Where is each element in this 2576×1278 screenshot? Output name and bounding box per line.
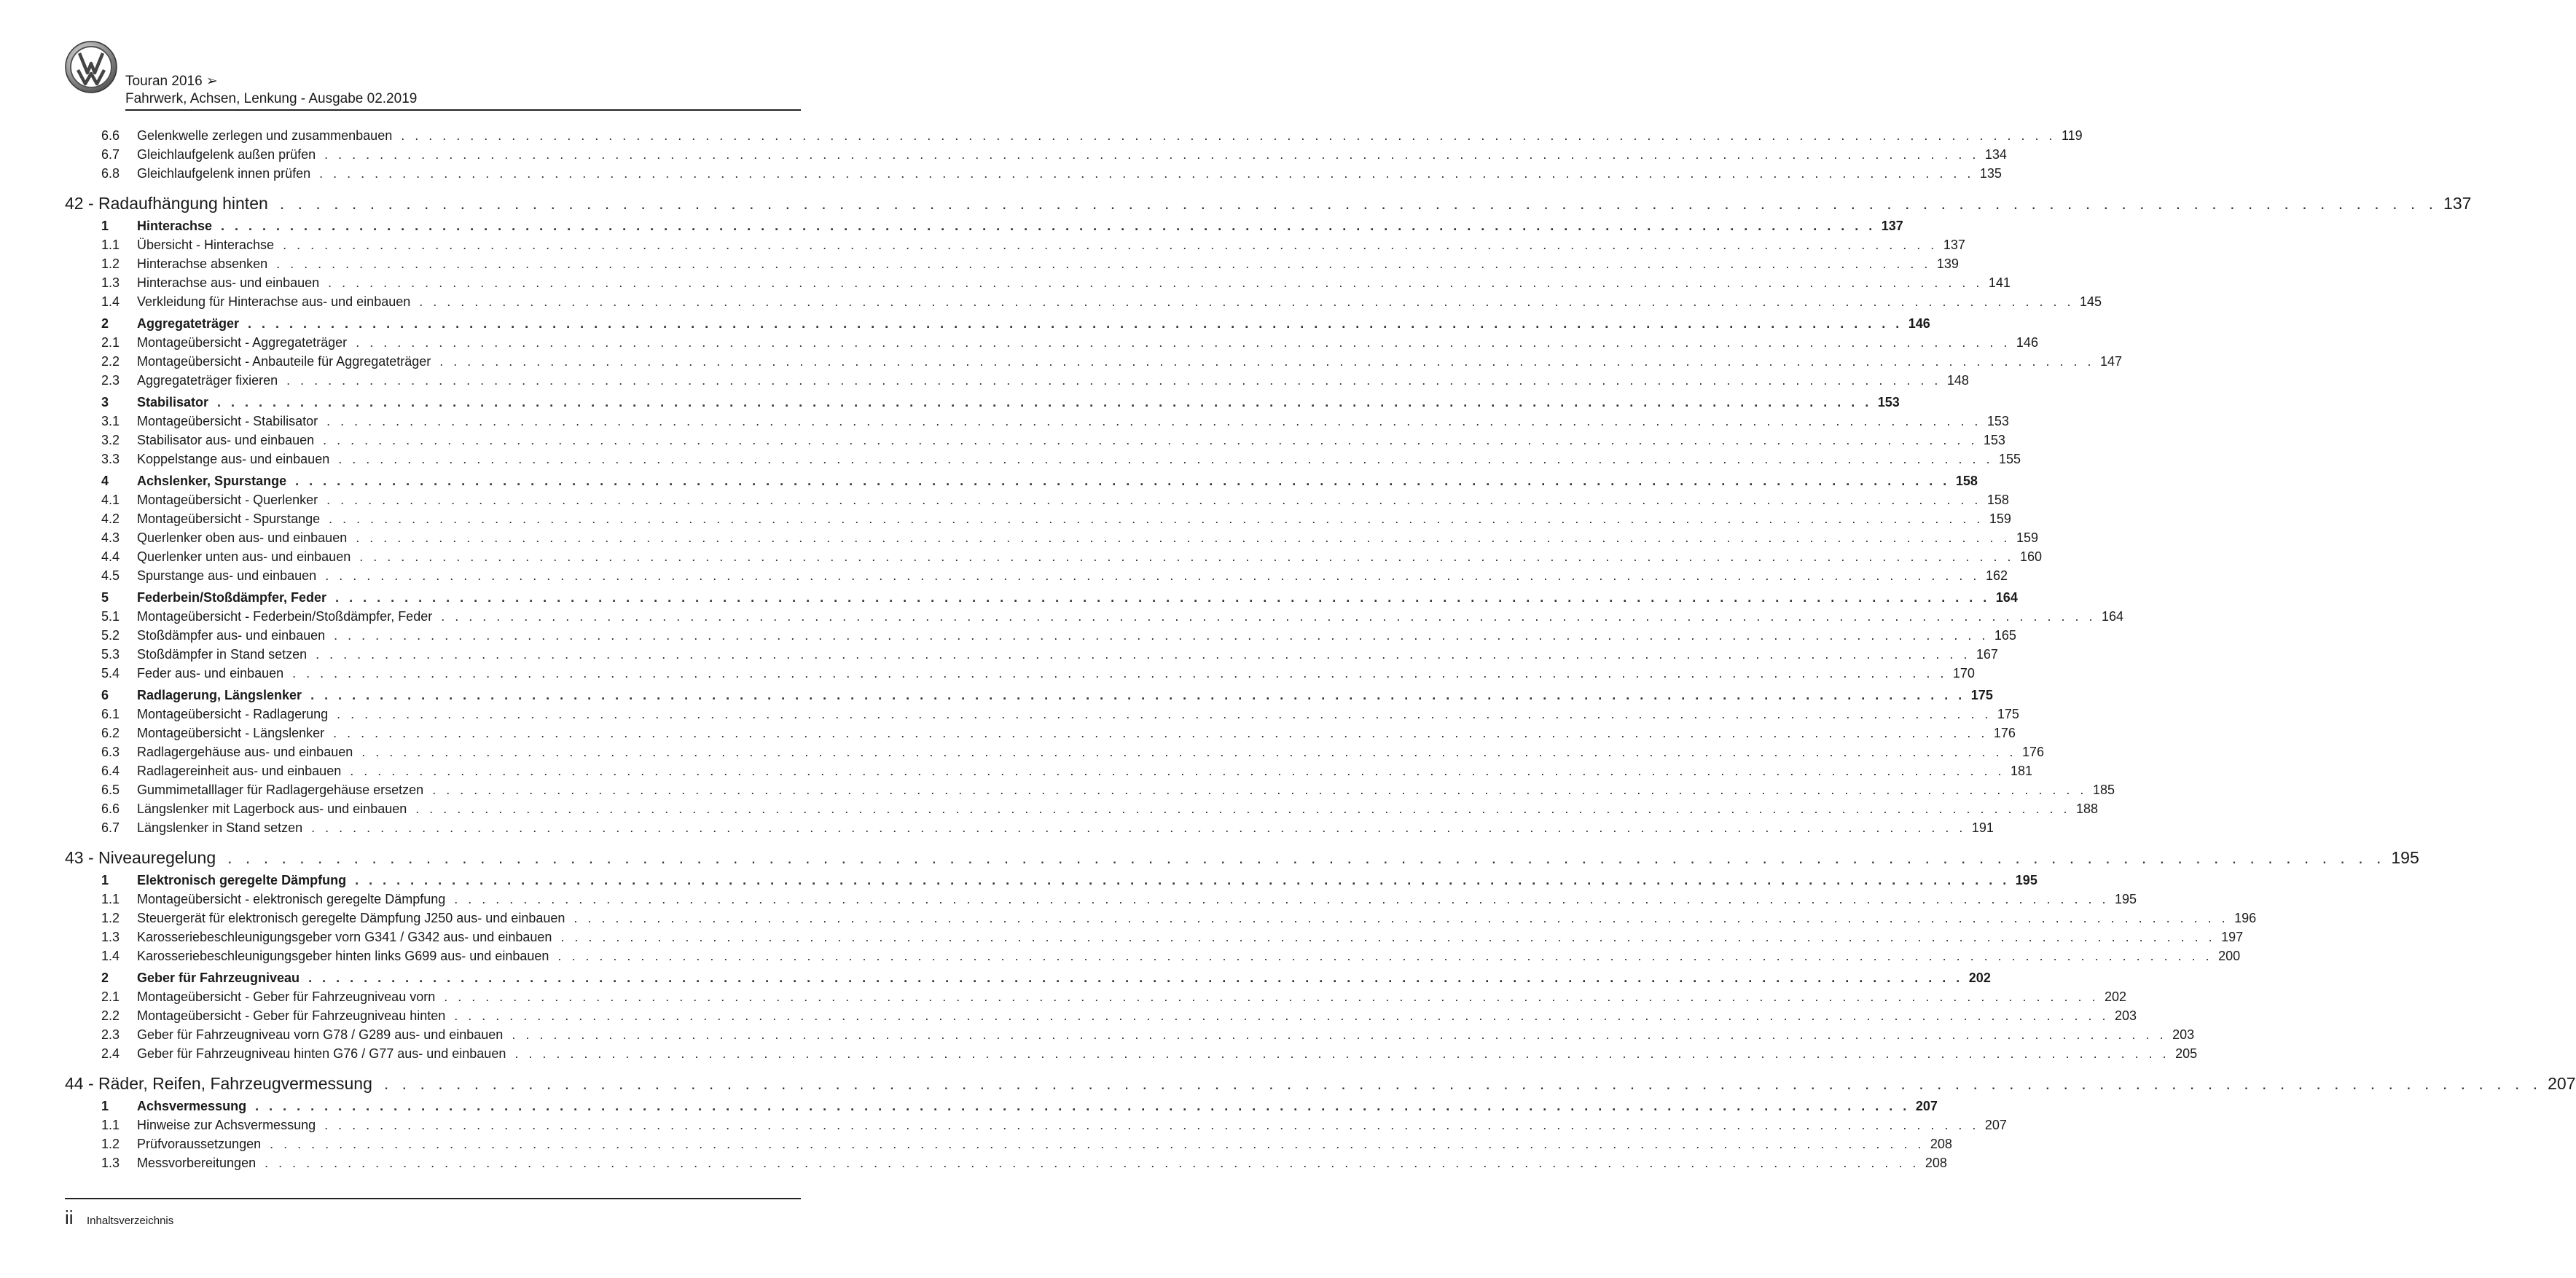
document-title: Touran 2016 ➢ [125,74,218,89]
toc-item [65,628,2016,647]
dot-leader: . . . . . . . . . . . . . . . . . . . . . . . . . . . . . . . . . . . . . . . . . . . . . . . . . . . . . . . . . . . . . . . . . . . . . . . . . . . . . . . . . . . . . . . . . . . . . . . . . . . . . . . . . . . . . . . . . . . . . . . . [292,666,1947,681]
entry-page: 208 [1925,1156,1947,1170]
dot-leader: . . . . . . . . . . . . . . . . . . . . . . . . . . . . . . . . . . . . . . . . . . . . . . . . . . . . . . . . . . . . . . . . . . . . . . . . . . . . . . . . . . . . . . . . . . . . . . . . . . . . . . . . . . . . . . . . . . . . . . . . [295,474,1950,488]
entry-number: 5.4 [101,666,120,681]
entry-number: 1 [101,1099,109,1113]
entry-page: 141 [1988,275,2011,290]
entry-number: 1.2 [101,1137,120,1151]
toc-item [65,726,2016,745]
dot-leader: . . . . . . . . . . . . . . . . . . . . . . . . . . . . . . . . . . . . . . . . . . . . . . . . . . . . . . . . . . . . . . . . . . . . . . . . . . . . . . . . . . . . . . . . . . . . . . . . . . . . . . . . . . . . . . . . . . . . . . . . [356,335,2011,350]
chapter-title: 43 - Niveauregelung [65,848,216,867]
entry-page: 159 [1989,511,2011,526]
entry-title: Montageübersicht - Querlenker [137,493,318,507]
entry-title: Längslenker in Stand setzen [137,820,303,835]
toc-section [65,971,1991,989]
toc-item [65,373,1969,392]
toc-section [65,590,2018,609]
entry-page: 159 [2016,530,2038,545]
dot-leader: . . . . . . . . . . . . . . . . . . . . . . . . . . . . . . . . . . . . . . . . . . . . . . . . . . . . . . . . . . . . . . . . . . . . . . . . . . . . . . . . . . . . . . . . . . . . . . . . . . . . . . . . . . . . . . . . . . . . . . . . [454,892,2109,906]
entry-number: 4.4 [101,549,120,564]
chapter-page: 207 [2548,1074,2576,1093]
entry-number: 6.8 [101,166,120,181]
entry-page: 153 [1877,395,1900,409]
entry-title: Feder aus- und einbauen [137,666,284,681]
entry-page: 207 [1915,1099,1938,1113]
dot-leader: . . . . . . . . . . . . . . . . . . . . . . . . . . . . . . . . . . . . . . . . . . . . . . . . . . . . . . . . . . . . . . . . . . . . . . . . . . . . . . . . . . . . . . . . . . . . . . . . . . . . . . . . . . . . . . . . . . . . . . . . [316,647,1970,662]
entry-page: 176 [2021,745,2045,759]
entry-number: 1.2 [101,256,120,271]
dot-leader: . . . . . . . . . . . . . . . . . . . . . . . . . . . . . . . . . . . . . . . . . . . . . . . . . . . . . . . . . . . . . . . . . . . . . . . . . . . . . . . . . . . . . . . . . . . . . . . . . . . . . . . . . . . . . . . . . . . . . . . . [265,1156,1919,1170]
entry-number: 3 [101,395,109,409]
dot-leader: . . . . . . . . . . . . . . . . . . . . . . . . . . . . . . . . . . . . . . . . . . . . . . . . . . . . . . . . . . . . . . . . . . . . . . . . . . . . . . . . . . . . . . . . . . . . . . . . . . . . . . . . . . . . . . . . . . . . . . . . [335,590,1990,605]
toc-section [65,873,2037,892]
dot-leader: . . . . . . . . . . . . . . . . . . . . . . . . . . . . . . . . . . . . . . . . . . . . . . . . . . . . . . . . . . . . . . . . . . . . . . . . . . . . . . . . . . . . . . . . . . . . . . . . . . . . . . . . . . . . . . . . . . . . . . . . [325,568,1980,583]
entry-page: 158 [1955,474,1978,488]
entry-title: Radlagergehäuse aus- und einbauen [137,745,353,759]
entry-number: 1.3 [101,275,120,290]
entry-page: 175 [1997,707,2019,721]
toc-item [65,1156,1947,1175]
entry-number: 1.3 [101,930,120,944]
dot-leader: . . . . . . . . . . . . . . . . . . . . . . . . . . . . . . . . . . . . . . . . . . . . . . . . . . . . . . . . . . . . . . . . . . . . . . . . . . . . . . . . . . . . . . . . . . . . . . . . . . . . . . . . . . . . . . . . . . . . . . . . [454,1008,2109,1023]
entry-number: 6.6 [101,801,120,816]
dot-leader: . . . . . . . . . . . . . . . . . . . . . . . . . . . . . . . . . . . . . . . . . . . . . . . . . . . . . . . . . . . . . . . . . . . . . . . . . . . . . . . . . . . . . . . . . . . . . . . . . . . . . . . . . . . . . . . . . . . . . . . . [221,219,1876,233]
footer-divider [65,1198,801,1199]
entry-title: Prüfvoraussetzungen [137,1137,262,1151]
chapter-page: 137 [2443,194,2472,213]
entry-page: 134 [1984,147,2007,162]
dot-leader: . . . . . . . . . . . . . . . . . . . . . . . . . . . . . . . . . . . . . . . . . . . . . . . . . . . . . . . . . . . . . . . . . . . . . . . . . . . . . . . . . . . . . . . . . . . . . . . . . . . . . . . . . . . . . . . . . . . . . . . . [444,989,2099,1004]
dot-leader: . . . . . . . . . . . . . . . . . . . . . . . . . . . . . . . . . . . . . . . . . . . . . . . . . . . . . . . . . . . . . . . . . . . . . . . . . . . . . . . . . . . . . . . . . . . . . . . . . . . . . . . . . . . . . . . . . . . . . . . . [276,256,1931,271]
toc-item [65,128,2083,147]
dot-leader: . . . . . . . . . . . . . . . . . . . . . . . . . . . . . . . . . . . . . . . . . . . . . . . . . . . . . . . . . . . . . . . . . . . . . . . . . . . . . . . . . . . . . . . . . . . . . . . . . . . . . . . . . . . . . . . . . . . . . . . . [326,493,1981,507]
toc-item [65,549,2042,568]
dot-leader: . . . . . . . . . . . . . . . . . . . . . . . . . . . . . . . . . . . . . . . . . . . . . . . . . . . . . . . . . . . . . . . . . . . . . . . . . . . . . . . . . . . . . . . . . . . . . . . . . . . . . . . . . . . . . . . . . . . . . . . . [283,238,1938,252]
toc-chapter [65,194,2472,216]
dot-leader: . . . . . . . . . . . . . . . . . . . . . . . . . . . . . . . . . . . . . . . . . . . . . . . . . . . . . . . . . . . . . . . . . . . . . . . . . . . . . . . . . . . . . . . . . . . . . . . . . . . . . . . . . . . . . . . . . . . . . . . . [383,1074,2542,1093]
entry-number: 1.1 [101,892,120,906]
entry-number: 1.4 [101,294,120,309]
entry-title: Montageübersicht - Spurstange [137,511,321,526]
entry-title: Elektronisch geregelte Dämpfung [137,873,347,887]
entry-page: 197 [2221,930,2244,944]
dot-leader: . . . . . . . . . . . . . . . . . . . . . . . . . . . . . . . . . . . . . . . . . . . . . . . . . . . . . . . . . . . . . . . . . . . . . . . . . . . . . . . . . . . . . . . . . . . . . . . . . . . . . . . . . . . . . . . . . . . . . . . . [359,549,2014,564]
entry-number: 3.1 [101,414,120,428]
entry-page: 145 [2079,294,2102,309]
entry-number: 3.3 [101,452,120,466]
dot-leader: . . . . . . . . . . . . . . . . . . . . . . . . . . . . . . . . . . . . . . . . . . . . . . . . . . . . . . . . . . . . . . . . . . . . . . . . . . . . . . . . . . . . . . . . . . . . . . . . . . . . . . . . . . . . . . . . . . . . . . . . [441,609,2096,624]
entry-title: Gummimetalllager für Radlagergehäuse ersetzen [137,783,424,797]
entry-page: 202 [1968,971,1991,985]
toc-item [65,354,2123,373]
entry-number: 4.2 [101,511,120,526]
entry-title: Geber für Fahrzeugniveau [137,971,300,985]
entry-title: Längslenker mit Lagerbock aus- und einbauen [137,801,407,816]
entry-page: 164 [2101,609,2123,624]
entry-title: Spurstange aus- und einbauen [137,568,317,583]
toc-section [65,219,1903,238]
toc-section [65,316,1930,335]
entry-page: 139 [1936,256,1959,271]
entry-number: 6.6 [101,128,120,143]
entry-page: 181 [2010,764,2032,778]
entry-page: 175 [1970,688,1993,702]
entry-number: 4.5 [101,568,120,583]
entry-title: Montageübersicht - Geber für Fahrzeugniveau hinten [137,1008,446,1023]
toc-chapter [65,1074,2576,1096]
dot-leader: . . . . . . . . . . . . . . . . . . . . . . . . . . . . . . . . . . . . . . . . . . . . . . . . . . . . . . . . . . . . . . . . . . . . . . . . . . . . . . . . . . . . . . . . . . . . . . . . . . . . . . . . . . . . . . . . . . . . . . . . [401,128,2056,143]
entry-page: 135 [1979,166,2002,181]
entry-page: 170 [1952,666,1975,681]
entry-number: 1 [101,873,109,887]
toc-item [65,530,2038,549]
dot-leader: . . . . . . . . . . . . . . . . . . . . . . . . . . . . . . . . . . . . . . . . . . . . . . . . . . . . . . . . . . . . . . . . . . . . . . . . . . . . . . . . . . . . . . . . . . . . . . . . . . . . . . . . . . . . . . . . . . . . . . . . [514,1046,2170,1061]
entry-number: 6.7 [101,147,120,162]
toc-item [65,892,2137,911]
entry-title: Hinterachse absenken [137,256,268,271]
dot-leader: . . . . . . . . . . . . . . . . . . . . . . . . . . . . . . . . . . . . . . . . . . . . . . . . . . . . . . . . . . . . . . . . . . . . . . . . . . . . . . . . . . . . . . . . . . . . . . . . . . . . . . . . . . . . . . . . . . . . . . . . [324,1118,1979,1132]
entry-number: 2 [101,971,109,985]
dot-leader: . . . . . . . . . . . . . . . . . . . . . . . . . . . . . . . . . . . . . . . . . . . . . . . . . . . . . . . . . . . . . . . . . . . . . . . . . . . . . . . . . . . . . . . . . . . . . . . . . . . . . . . . . . . . . . . . . . . . . . . . [311,820,1966,835]
entry-number: 1.1 [101,1118,120,1132]
entry-number: 5.3 [101,647,120,662]
toc-item [65,414,2009,433]
entry-title: Aggregateträger fixieren [137,373,278,388]
entry-number: 1.1 [101,238,120,252]
toc-item [65,820,1994,839]
dot-leader: . . . . . . . . . . . . . . . . . . . . . . . . . . . . . . . . . . . . . . . . . . . . . . . . . . . . . . . . . . . . . . . . . . . . . . . . . . . . . . . . . . . . . . . . . . . . . . . . . . . . . . . . . . . . . . . . . . . . . . . . [270,1137,1925,1151]
page-header [65,38,801,111]
entry-page: 162 [1985,568,2008,583]
entry-title: Federbein/Stoßdämpfer, Feder [137,590,327,605]
dot-leader: . . . . . . . . . . . . . . . . . . . . . . . . . . . . . . . . . . . . . . . . . . . . . . . . . . . . . . . . . . . . . . . . . . . . . . . . . . . . . . . . . . . . . . . . . . . . . . . . . . . . . . . . . . . . . . . . . . . . . . . . [350,764,2005,778]
dot-leader: . . . . . . . . . . . . . . . . . . . . . . . . . . . . . . . . . . . . . . . . . . . . . . . . . . . . . . . . . . . . . . . . . . . . . . . . . . . . . . . . . . . . . . . . . . . . . . . . . . . . . . . . . . . . . . . . . . . . . . . . [439,354,2094,369]
toc-item [65,1118,2007,1137]
entry-page: 207 [1984,1118,2007,1132]
toc-item [65,745,2045,764]
entry-title: Hinterachse aus- und einbauen [137,275,320,290]
toc-item [65,275,2011,294]
toc-chapter [65,848,2419,870]
toc-item [65,783,2115,801]
entry-number: 1.4 [101,949,120,963]
toc-item [65,493,2009,511]
entry-title: Hinweise zur Achsvermessung [137,1118,316,1132]
toc-item [65,452,2021,471]
footer-section-label: Inhaltsverzeichnis [87,1215,174,1227]
entry-page: 153 [1983,433,2005,447]
entry-number: 2.1 [101,989,120,1004]
document-subtitle: Fahrwerk, Achsen, Lenkung - Ausgabe 02.2019 [125,91,418,106]
dot-leader: . . . . . . . . . . . . . . . . . . . . . . . . . . . . . . . . . . . . . . . . . . . . . . . . . . . . . . . . . . . . . . . . . . . . . . . . . . . . . . . . . . . . . . . . . . . . . . . . . . . . . . . . . . . . . . . . . . . . . . . . [419,294,2074,309]
dot-leader: . . . . . . . . . . . . . . . . . . . . . . . . . . . . . . . . . . . . . . . . . . . . . . . . . . . . . . . . . . . . . . . . . . . . . . . . . . . . . . . . . . . . . . . . . . . . . . . . . . . . . . . . . . . . . . . . . . . . . . . . [310,688,1965,702]
toc-item [65,1137,1952,1156]
entry-title: Stoßdämpfer aus- und einbauen [137,628,326,643]
entry-title: Montageübersicht - Radlagerung [137,707,329,721]
dot-leader: . . . . . . . . . . . . . . . . . . . . . . . . . . . . . . . . . . . . . . . . . . . . . . . . . . . . . . . . . . . . . . . . . . . . . . . . . . . . . . . . . . . . . . . . . . . . . . . . . . . . . . . . . . . . . . . . . . . . . . . . [356,530,2011,545]
entry-page: 205 [2175,1046,2198,1061]
page-number: ii [65,1207,74,1228]
entry-number: 6.3 [101,745,120,759]
toc-item [65,147,2007,166]
entry-page: 119 [2061,128,2083,143]
dot-leader: . . . . . . . . . . . . . . . . . . . . . . . . . . . . . . . . . . . . . . . . . . . . . . . . . . . . . . . . . . . . . . . . . . . . . . . . . . . . . . . . . . . . . . . . . . . . . . . . . . . . . . . . . . . . . . . . . . . . . . . . [334,628,1989,643]
dot-leader: . . . . . . . . . . . . . . . . . . . . . . . . . . . . . . . . . . . . . . . . . . . . . . . . . . . . . . . . . . . . . . . . . . . . . . . . . . . . . . . . . . . . . . . . . . . . . . . . . . . . . . . . . . . . . . . . . . . . . . . . [560,930,2216,944]
toc-item [65,666,1975,685]
toc-item [65,433,2005,452]
entry-number: 2.2 [101,354,120,369]
entry-title: Übersicht - Hinterachse [137,238,275,252]
entry-title: Verkleidung für Hinterachse aus- und einbauen [137,294,411,309]
entry-page: 137 [1943,238,1965,252]
header-divider [125,109,801,111]
entry-title: Stoßdämpfer in Stand setzen [137,647,308,662]
dot-leader: . . . . . . . . . . . . . . . . . . . . . . . . . . . . . . . . . . . . . . . . . . . . . . . . . . . . . . . . . . . . . . . . . . . . . . . . . . . . . . . . . . . . . . . . . . . . . . . . . . . . . . . . . . . . . . . . . . . . . . . . [355,873,2010,887]
entry-title: Stabilisator [137,395,209,409]
entry-number: 2 [101,316,109,331]
toc-item [65,949,2241,968]
entry-number: 5 [101,590,109,605]
entry-number: 2.1 [101,335,120,350]
entry-title: Montageübersicht - Federbein/Stoßdämpfer, Feder [137,609,433,624]
entry-title: Geber für Fahrzeugniveau hinten G76 / G77 aus- und einbauen [137,1046,506,1061]
entry-title: Montageübersicht - Stabilisator [137,414,318,428]
entry-title: Hinterachse [137,219,213,233]
toc-item [65,764,2032,783]
dot-leader: . . . . . . . . . . . . . . . . . . . . . . . . . . . . . . . . . . . . . . . . . . . . . . . . . . . . . . . . . . . . . . . . . . . . . . . . . . . . . . . . . . . . . . . . . . . . . . . . . . . . . . . . . . . . . . . . . . . . . . . . [323,433,1978,447]
entry-number: 5.1 [101,609,120,624]
entry-page: 188 [2075,801,2099,816]
dot-leader: . . . . . . . . . . . . . . . . . . . . . . . . . . . . . . . . . . . . . . . . . . . . . . . . . . . . . . . . . . . . . . . . . . . . . . . . . . . . . . . . . . . . . . . . . . . . . . . . . . . . . . . . . . . . . . . . . . . . . . . . [432,783,2087,797]
entry-title: Achsvermessung [137,1099,247,1113]
entry-page: 195 [2015,873,2037,887]
dot-leader: . . . . . . . . . . . . . . . . . . . . . . . . . . . . . . . . . . . . . . . . . . . . . . . . . . . . . . . . . . . . . . . . . . . . . . . . . . . . . . . . . . . . . . . . . . . . . . . . . . . . . . . . . . . . . . . . . . . . . . . . [415,801,2070,816]
dot-leader: . . . . . . . . . . . . . . . . . . . . . . . . . . . . . . . . . . . . . . . . . . . . . . . . . . . . . . . . . . . . . . . . . . . . . . . . . . . . . . . . . . . . . . . . . . . . . . . . . . . . . . . . . . . . . . . . . . . . . . . . [512,1027,2167,1042]
entry-title: Stabilisator aus- und einbauen [137,433,315,447]
entry-page: 176 [1993,726,2016,740]
entry-number: 6.7 [101,820,120,835]
entry-page: 164 [1995,590,2018,605]
entry-number: 1.3 [101,1156,120,1170]
dot-leader: . . . . . . . . . . . . . . . . . . . . . . . . . . . . . . . . . . . . . . . . . . . . . . . . . . . . . . . . . . . . . . . . . . . . . . . . . . . . . . . . . . . . . . . . . . . . . . . . . . . . . . . . . . . . . . . . . . . . . . . . [337,707,1992,721]
toc-item [65,256,1959,275]
entry-number: 5.2 [101,628,120,643]
toc-item [65,1008,2137,1027]
dot-leader: . . . . . . . . . . . . . . . . . . . . . . . . . . . . . . . . . . . . . . . . . . . . . . . . . . . . . . . . . . . . . . . . . . . . . . . . . . . . . . . . . . . . . . . . . . . . . . . . . . . . . . . . . . . . . . . . . . . . . . . . [279,194,2438,213]
page-footer [65,1207,173,1229]
entry-page: 155 [1998,452,2021,466]
entry-number: 6.5 [101,783,120,797]
toc-section [65,395,1900,414]
entry-number: 3.2 [101,433,120,447]
entry-page: 200 [2218,949,2241,963]
entry-page: 195 [2114,892,2137,906]
entry-number: 6.1 [101,707,120,721]
toc-item [65,1046,2198,1065]
dot-leader: . . . . . . . . . . . . . . . . . . . . . . . . . . . . . . . . . . . . . . . . . . . . . . . . . . . . . . . . . . . . . . . . . . . . . . . . . . . . . . . . . . . . . . . . . . . . . . . . . . . . . . . . . . . . . . . . . . . . . . . . [333,726,1988,740]
entry-number: 6.2 [101,726,120,740]
dot-leader: . . . . . . . . . . . . . . . . . . . . . . . . . . . . . . . . . . . . . . . . . . . . . . . . . . . . . . . . . . . . . . . . . . . . . . . . . . . . . . . . . . . . . . . . . . . . . . . . . . . . . . . . . . . . . . . . . . . . . . . . [338,452,1993,466]
entry-number: 2.3 [101,373,120,388]
entry-title: Steuergerät für elektronisch geregelte Dämpfung J250 aus- und einbauen [137,911,565,925]
toc-section [65,688,1993,707]
entry-number: 2.3 [101,1027,120,1042]
toc-item [65,989,2126,1008]
entry-page: 146 [2016,335,2038,350]
entry-title: Messvorbereitungen [137,1156,257,1170]
dot-leader: . . . . . . . . . . . . . . . . . . . . . . . . . . . . . . . . . . . . . . . . . . . . . . . . . . . . . . . . . . . . . . . . . . . . . . . . . . . . . . . . . . . . . . . . . . . . . . . . . . . . . . . . . . . . . . . . . . . . . . . . [227,848,2386,867]
dot-leader: . . . . . . . . . . . . . . . . . . . . . . . . . . . . . . . . . . . . . . . . . . . . . . . . . . . . . . . . . . . . . . . . . . . . . . . . . . . . . . . . . . . . . . . . . . . . . . . . . . . . . . . . . . . . . . . . . . . . . . . . [329,511,1984,526]
entry-page: 160 [2019,549,2042,564]
entry-page: 165 [1994,628,2016,643]
toc-item [65,609,2123,628]
entry-title: Gelenkwelle zerlegen und zusammenbauen [137,128,393,143]
entry-number: 1.2 [101,911,120,925]
entry-page: 158 [1986,493,2009,507]
entry-title: Radlagereinheit aus- und einbauen [137,764,342,778]
entry-page: 146 [1908,316,1930,331]
toc-item [65,238,1965,256]
dot-leader: . . . . . . . . . . . . . . . . . . . . . . . . . . . . . . . . . . . . . . . . . . . . . . . . . . . . . . . . . . . . . . . . . . . . . . . . . . . . . . . . . . . . . . . . . . . . . . . . . . . . . . . . . . . . . . . . . . . . . . . . [328,275,1983,290]
entry-page: 203 [2114,1008,2137,1023]
chapter-page: 195 [2391,848,2419,867]
chapter-title: 42 - Radaufhängung hinten [65,194,268,213]
toc-item [65,1027,2195,1046]
entry-title: Montageübersicht - elektronisch geregelte Dämpfung [137,892,446,906]
entry-title: Querlenker oben aus- und einbauen [137,530,348,545]
entry-title: Karosseriebeschleunigungsgeber vorn G341 / G342 aus- und einbauen [137,930,552,944]
dot-leader: . . . . . . . . . . . . . . . . . . . . . . . . . . . . . . . . . . . . . . . . . . . . . . . . . . . . . . . . . . . . . . . . . . . . . . . . . . . . . . . . . . . . . . . . . . . . . . . . . . . . . . . . . . . . . . . . . . . . . . . . [573,911,2229,925]
entry-page: 191 [1971,820,1994,835]
entry-title: Geber für Fahrzeugniveau vorn G78 / G289 aus- und einbauen [137,1027,504,1042]
dot-leader: . . . . . . . . . . . . . . . . . . . . . . . . . . . . . . . . . . . . . . . . . . . . . . . . . . . . . . . . . . . . . . . . . . . . . . . . . . . . . . . . . . . . . . . . . . . . . . . . . . . . . . . . . . . . . . . . . . . . . . . . [286,373,1941,388]
toc-item [65,707,2019,726]
entry-title: Gleichlaufgelenk außen prüfen [137,147,316,162]
entry-page: 208 [1930,1137,1952,1151]
dot-leader: . . . . . . . . . . . . . . . . . . . . . . . . . . . . . . . . . . . . . . . . . . . . . . . . . . . . . . . . . . . . . . . . . . . . . . . . . . . . . . . . . . . . . . . . . . . . . . . . . . . . . . . . . . . . . . . . . . . . . . . . [255,1099,1910,1113]
entry-number: 6 [101,688,109,702]
entry-title: Radlagerung, Längslenker [137,688,302,702]
toc-item [65,568,2008,587]
dot-leader: . . . . . . . . . . . . . . . . . . . . . . . . . . . . . . . . . . . . . . . . . . . . . . . . . . . . . . . . . . . . . . . . . . . . . . . . . . . . . . . . . . . . . . . . . . . . . . . . . . . . . . . . . . . . . . . . . . . . . . . . [308,971,1963,985]
toc-item [65,166,2002,185]
entry-page: 153 [1986,414,2009,428]
dot-leader: . . . . . . . . . . . . . . . . . . . . . . . . . . . . . . . . . . . . . . . . . . . . . . . . . . . . . . . . . . . . . . . . . . . . . . . . . . . . . . . . . . . . . . . . . . . . . . . . . . . . . . . . . . . . . . . . . . . . . . . . [326,414,1981,428]
entry-number: 4.3 [101,530,120,545]
toc-item [65,294,2102,313]
entry-number: 4.1 [101,493,120,507]
dot-leader: . . . . . . . . . . . . . . . . . . . . . . . . . . . . . . . . . . . . . . . . . . . . . . . . . . . . . . . . . . . . . . . . . . . . . . . . . . . . . . . . . . . . . . . . . . . . . . . . . . . . . . . . . . . . . . . . . . . . . . . . [248,316,1903,331]
entry-page: 203 [2172,1027,2195,1042]
entry-number: 2.4 [101,1046,120,1061]
entry-title: Aggregateträger [137,316,240,331]
toc-item [65,930,2244,949]
vw-logo-icon [65,41,117,93]
entry-title: Karosseriebeschleunigungsgeber hinten links G699 aus- und einbauen [137,949,549,963]
entry-number: 6.4 [101,764,120,778]
toc-item [65,911,2257,930]
toc-item [65,335,2038,354]
dot-leader: . . . . . . . . . . . . . . . . . . . . . . . . . . . . . . . . . . . . . . . . . . . . . . . . . . . . . . . . . . . . . . . . . . . . . . . . . . . . . . . . . . . . . . . . . . . . . . . . . . . . . . . . . . . . . . . . . . . . . . . . [361,745,2016,759]
toc-item [65,647,1998,666]
dot-leader: . . . . . . . . . . . . . . . . . . . . . . . . . . . . . . . . . . . . . . . . . . . . . . . . . . . . . . . . . . . . . . . . . . . . . . . . . . . . . . . . . . . . . . . . . . . . . . . . . . . . . . . . . . . . . . . . . . . . . . . . [557,949,2213,963]
entry-title: Montageübersicht - Längslenker [137,726,325,740]
entry-page: 196 [2234,911,2257,925]
entry-page: 202 [2104,989,2126,1004]
entry-title: Querlenker unten aus- und einbauen [137,549,351,564]
entry-number: 1 [101,219,109,233]
table-of-contents [65,128,2576,1175]
entry-title: Gleichlaufgelenk innen prüfen [137,166,311,181]
entry-number: 4 [101,474,109,488]
entry-page: 137 [1881,219,1903,233]
entry-title: Koppelstange aus- und einbauen [137,452,330,466]
entry-title: Achslenker, Spurstange [137,474,287,488]
entry-page: 147 [2100,354,2123,369]
dot-leader: . . . . . . . . . . . . . . . . . . . . . . . . . . . . . . . . . . . . . . . . . . . . . . . . . . . . . . . . . . . . . . . . . . . . . . . . . . . . . . . . . . . . . . . . . . . . . . . . . . . . . . . . . . . . . . . . . . . . . . . . [324,147,1979,162]
entry-page: 185 [2092,783,2115,797]
entry-title: Montageübersicht - Anbauteile für Aggregateträger [137,354,431,369]
toc-item [65,801,2099,820]
toc-item [65,511,2011,530]
entry-number: 2.2 [101,1008,120,1023]
entry-page: 167 [1976,647,1998,662]
toc-section [65,474,1978,493]
dot-leader: . . . . . . . . . . . . . . . . . . . . . . . . . . . . . . . . . . . . . . . . . . . . . . . . . . . . . . . . . . . . . . . . . . . . . . . . . . . . . . . . . . . . . . . . . . . . . . . . . . . . . . . . . . . . . . . . . . . . . . . . [319,166,1974,181]
entry-title: Montageübersicht - Aggregateträger [137,335,348,350]
entry-title: Montageübersicht - Geber für Fahrzeugniveau vorn [137,989,436,1004]
entry-page: 148 [1946,373,1969,388]
dot-leader: . . . . . . . . . . . . . . . . . . . . . . . . . . . . . . . . . . . . . . . . . . . . . . . . . . . . . . . . . . . . . . . . . . . . . . . . . . . . . . . . . . . . . . . . . . . . . . . . . . . . . . . . . . . . . . . . . . . . . . . . [217,395,1872,409]
toc-section [65,1099,1938,1118]
chapter-title: 44 - Räder, Reifen, Fahrzeugvermessung [65,1074,372,1093]
